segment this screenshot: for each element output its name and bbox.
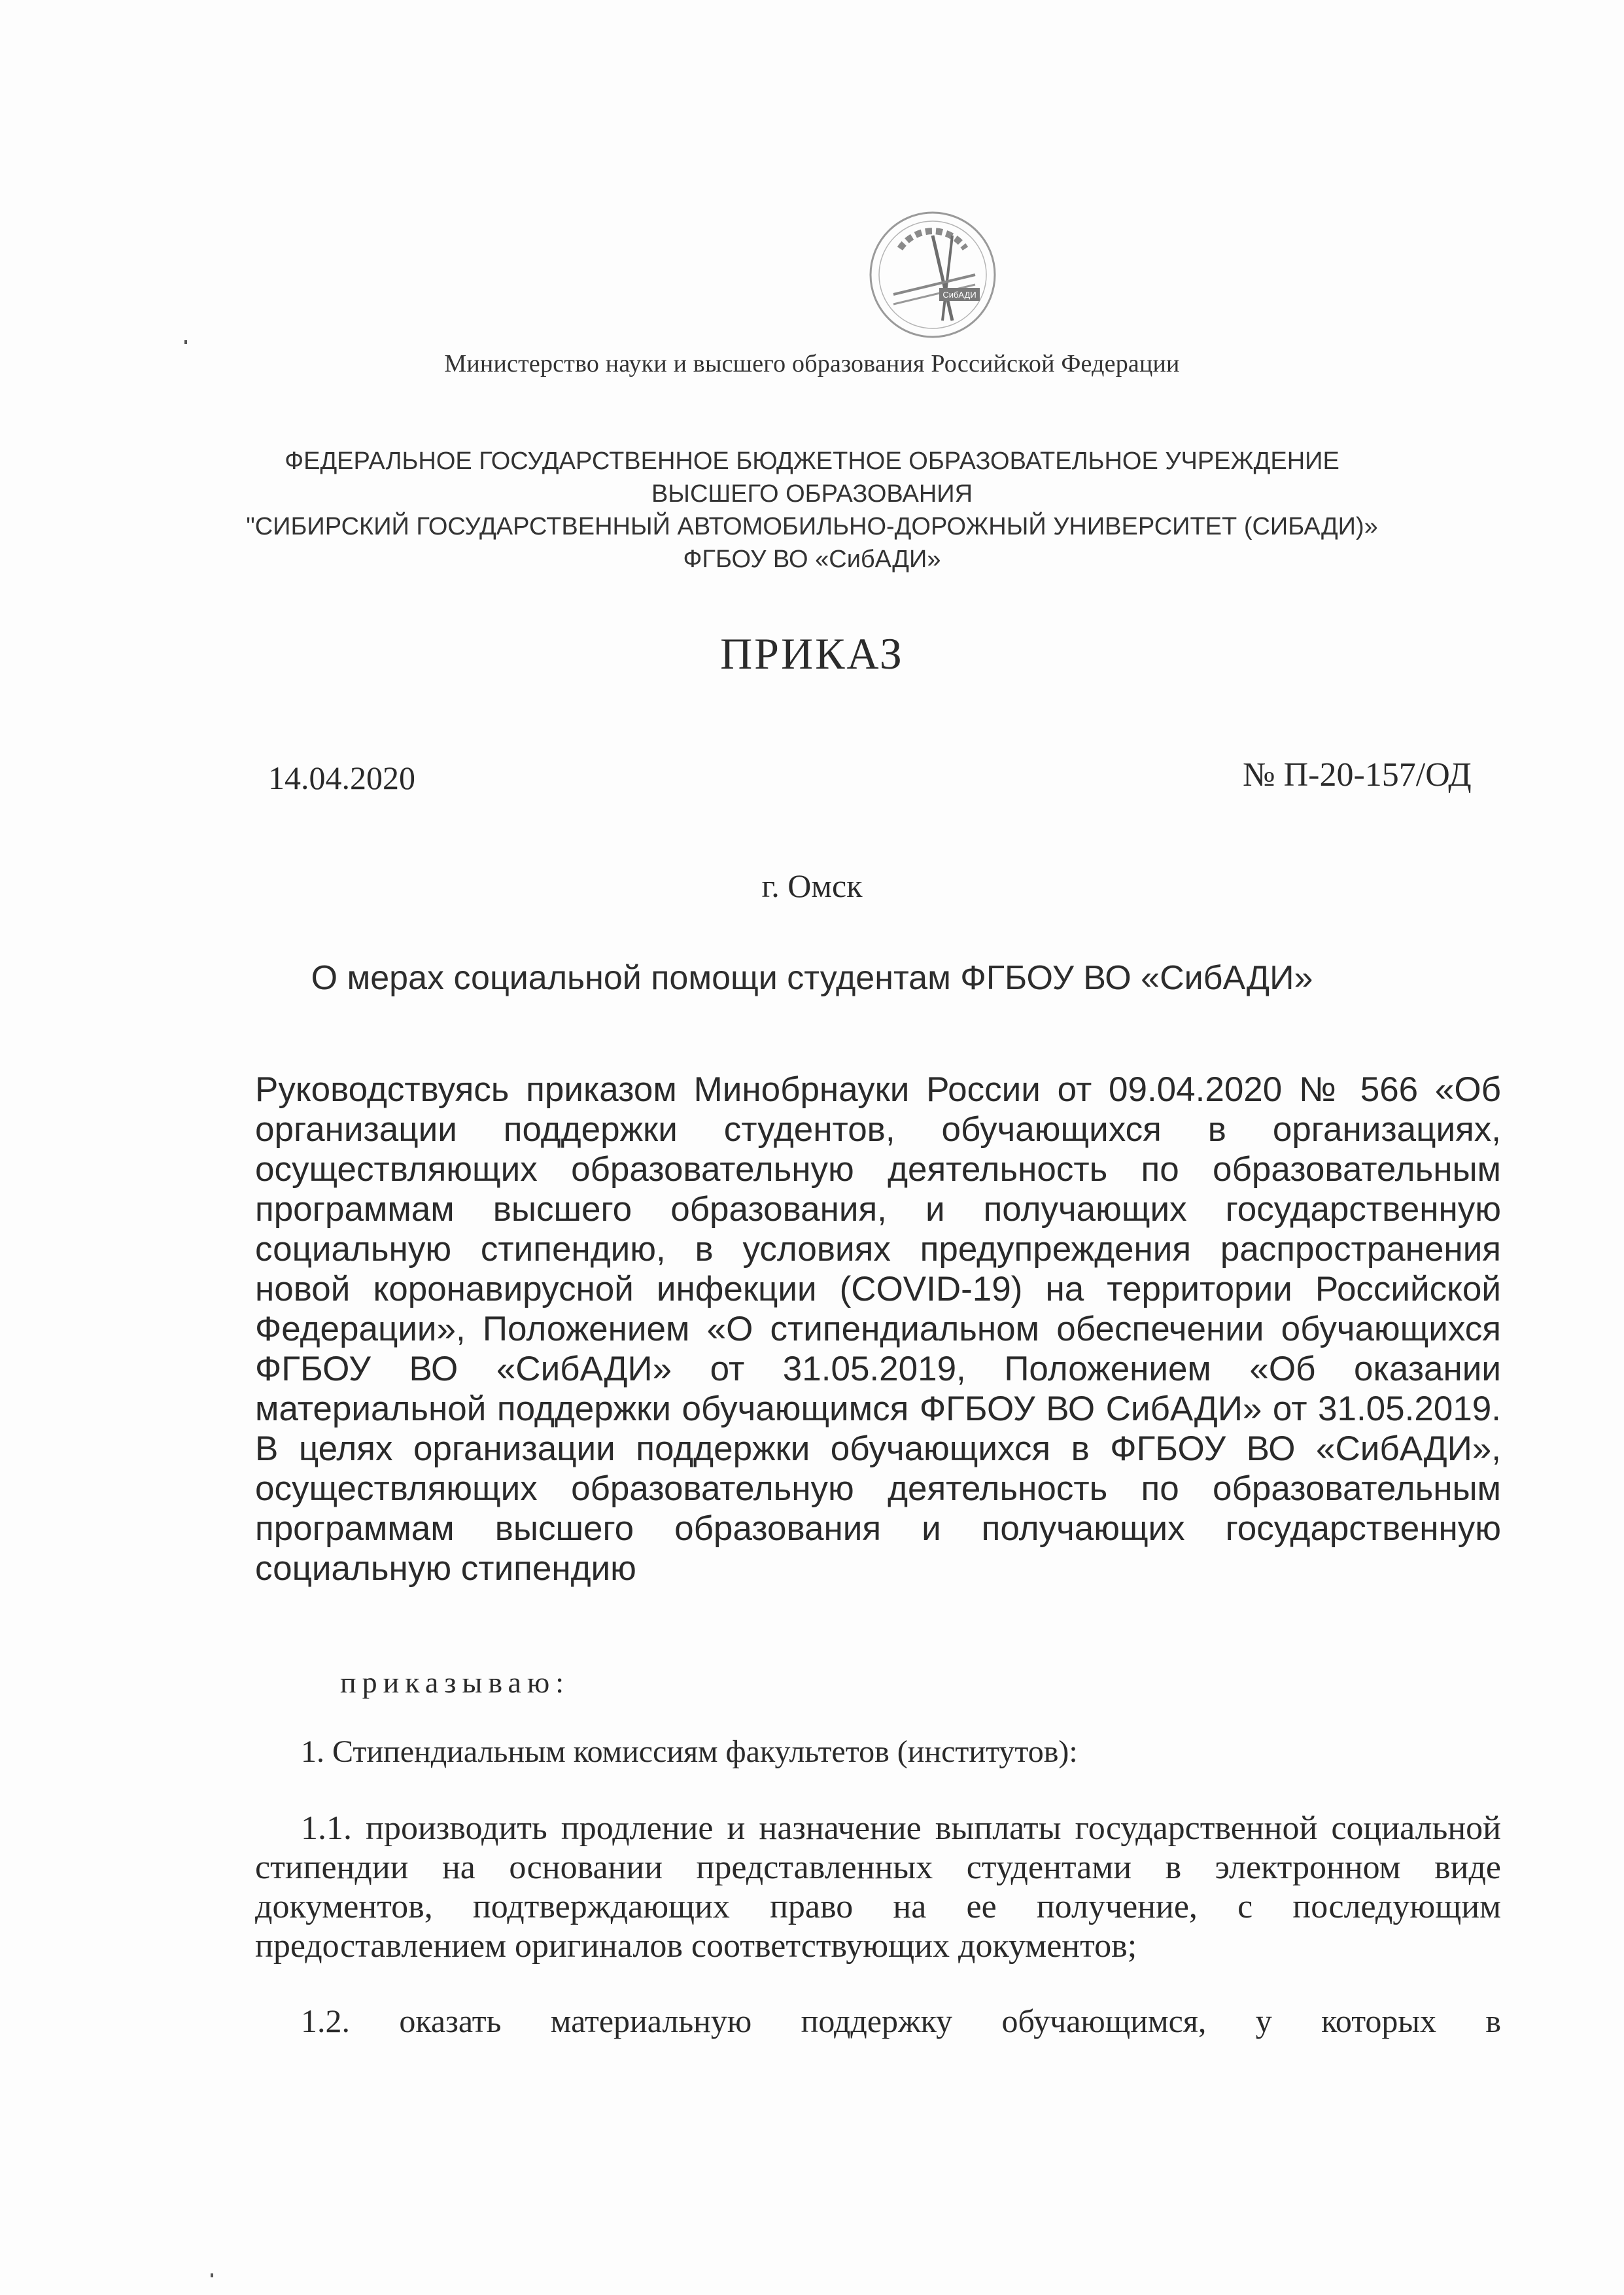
city: г. Омск (761, 867, 863, 904)
org-line-4: ФГБОУ ВО «СибАДИ» (683, 546, 941, 573)
org-line-3: "СИБИРСКИЙ ГОСУДАРСТВЕННЫЙ АВТОМОБИЛЬНО-ДОРОЖНЫЙ УНИВЕРСИТЕТ (СИБАДИ)» (246, 513, 1378, 540)
logo-text: СибАДИ (942, 290, 976, 300)
order-date: 14.04.2020 (268, 760, 415, 796)
order-word: приказываю: (340, 1666, 570, 1699)
ministry-name: Министерство науки и высшего образования Российской Федерации (444, 350, 1180, 377)
order-number: № П-20-157/ОД (1243, 756, 1472, 794)
scan-speck (211, 2273, 213, 2277)
item-1-1-text: 1.1. производить продление и назначение выплаты государственной социальной стипендии на основании представленных студентами в электронном виде документов, подтверждающих право на ее получение, с последующим предоставлением оригиналов соответствующих документов; (255, 1810, 1501, 1965)
item-1-2: 1.2. оказать материальную поддержку обучающимся, у которых в (301, 2003, 1501, 2039)
org-line-1: ФЕДЕРАЛЬНОЕ ГОСУДАРСТВЕННОЕ БЮДЖЕТНОЕ ОБРАЗОВАТЕЛЬНОЕ УЧРЕЖДЕНИЕ (285, 447, 1339, 475)
item-1-1 (255, 1809, 1501, 1966)
item-1: 1. Стипендиальным комиссиям факультетов (институтов): (301, 1734, 1078, 1769)
scan-speck (184, 340, 187, 344)
preamble-paragraph: Руководствуясь приказом Минобрнауки России от 09.04.2020 № 566 «Об организации поддержки студентов, обучающихся в организациях, осуществляющих образовательную деятельность по образовательным программам высшего образования, и получающих государственную социальную стипендию, в условиях предупреждения распространения новой коронавирусной инфекции (COVID-19) на территории Российской Федерации», Положением «О стипендиальном обеспечении обучающихся ФГБОУ ВО «СибАДИ» от 31.05.2019, Положением «Об оказании материальной поддержки обучающимся ФГБОУ ВО СибАДИ» от 31.05.2019. В целях организации поддержки обучающихся в ФГБОУ ВО «СибАДИ», осуществляющих образовательную деятельность по образовательным программам высшего образования и получающих государственную социальную стипендию (255, 1070, 1501, 1588)
order-subject: О мерах социальной помощи студентам ФГБОУ ВО «СибАДИ» (311, 959, 1313, 997)
org-line-2: ВЫСШЕГО ОБРАЗОВАНИЯ (651, 480, 973, 508)
organization-name (0, 445, 1624, 576)
document-title: ПРИКАЗ (720, 629, 904, 678)
university-logo (854, 196, 1011, 353)
